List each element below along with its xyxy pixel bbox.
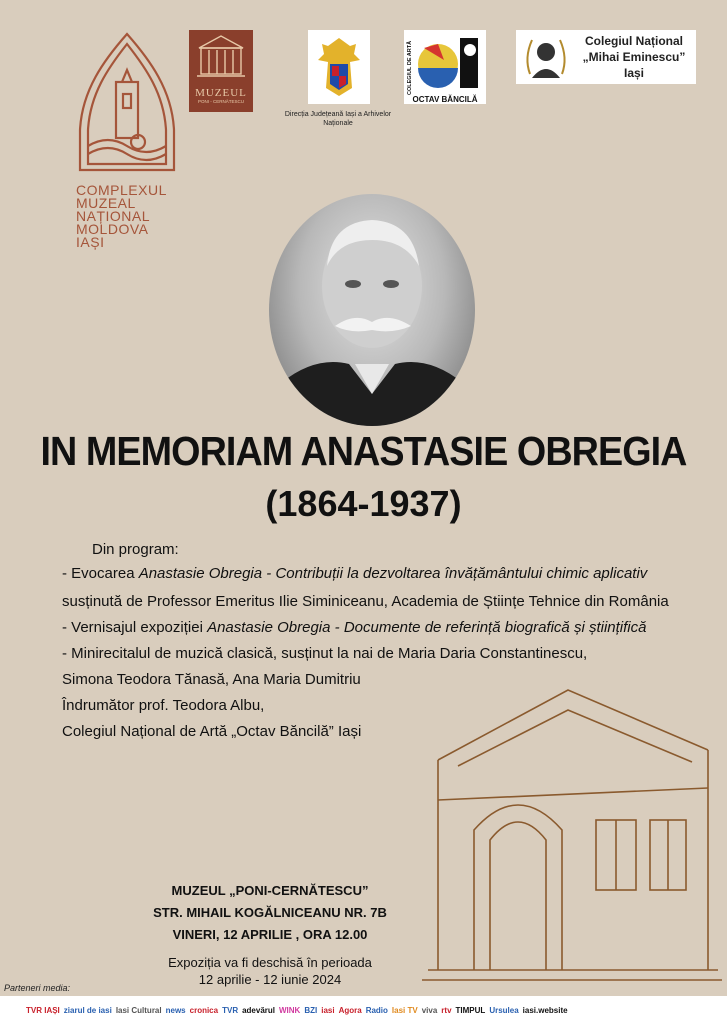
event-years: (1864-1937) bbox=[265, 483, 462, 524]
poni-logo bbox=[189, 30, 253, 112]
octav-logo-vertical: COLEGIUL DE ARTĂ bbox=[407, 40, 413, 95]
program-item-topic: Anastasie Obregia - Contribuții la dezvoltarea învățământului chimic aplicativ bbox=[138, 565, 648, 582]
cnm-line: MUZEAL bbox=[76, 195, 136, 211]
program-item: Colegiul Național de Artă „Octav Băncilă” Iași bbox=[62, 723, 362, 740]
program-item bbox=[62, 562, 647, 585]
partner-logo: adevărul bbox=[242, 1005, 275, 1015]
partner-logo: TIMPUL bbox=[455, 1005, 486, 1015]
venue-date: VINERI, 12 APRILIE , ORA 12.00 bbox=[172, 927, 368, 942]
partner-logo: WINK bbox=[279, 1005, 301, 1015]
program-item: Simona Teodora Tănasă, Ana Maria Dumitriu bbox=[62, 671, 361, 688]
cnm-line: IAȘI bbox=[76, 234, 105, 250]
program-item: Îndrumător prof. Teodora Albu, bbox=[62, 697, 265, 714]
partner-logo: news bbox=[165, 1005, 186, 1015]
eminescu-logo bbox=[516, 30, 696, 84]
program-heading: Din program: bbox=[92, 541, 179, 558]
building-sketch bbox=[418, 670, 722, 982]
program-item-topic: Anastasie Obregia - Documente de referință biografică și științifică bbox=[207, 619, 647, 636]
eminescu-logo-line2: „Mihai Eminescu” bbox=[582, 50, 686, 64]
portrait bbox=[269, 194, 475, 426]
partners-label: Parteneri media: bbox=[4, 983, 71, 993]
cnm-line: MOLDOVA bbox=[76, 221, 149, 237]
partner-logo: Ursulea bbox=[489, 1005, 519, 1015]
cnm-logo-icon bbox=[74, 30, 180, 178]
partner-logo: iasi bbox=[321, 1005, 335, 1015]
partner-logo: cronica bbox=[189, 1005, 219, 1015]
octav-logo-name: OCTAV BĂNCILĂ bbox=[412, 95, 478, 104]
partner-logo: TVR bbox=[222, 1005, 239, 1015]
poni-logo-subtitle: PONI - CERNĂTESCU bbox=[197, 99, 244, 104]
coat-of-arms-icon bbox=[308, 30, 370, 104]
laurel-portrait-icon bbox=[520, 30, 572, 84]
program-item-label: - Evocarea bbox=[62, 565, 139, 582]
partner-logo: Iasi TV bbox=[391, 1005, 418, 1015]
octav-logo-icon bbox=[404, 30, 486, 96]
partner-logo: Agora bbox=[338, 1005, 362, 1015]
partner-logo: TVR IAȘI bbox=[26, 1005, 60, 1015]
program-item: susținută de Professor Emeritus Ilie Siminiceanu, Academia de Științe Tehnice din România bbox=[62, 593, 669, 610]
eminescu-logo-line3: Iași bbox=[623, 66, 644, 80]
archives-caption: Direcția Județeană Iași a Arhivelor Naționale bbox=[284, 111, 392, 127]
program-item bbox=[62, 616, 646, 639]
building-sketch-icon bbox=[418, 670, 722, 982]
cnm-logo bbox=[74, 30, 180, 178]
building-icon bbox=[189, 30, 253, 82]
partner-logo: rtv bbox=[441, 1005, 452, 1015]
exhibition-period-label: Expoziția va fi deschisă în perioada bbox=[168, 955, 372, 970]
program-item: - Minirecitalul de muzică clasică, susținut la nai de Maria Daria Constantinescu, bbox=[62, 645, 588, 662]
cnm-line: COMPLEXUL bbox=[76, 182, 167, 198]
partners-strip bbox=[0, 996, 727, 1024]
partner-logo: Iasi Cultural bbox=[115, 1005, 162, 1015]
venue-address: STR. MIHAIL KOGĂLNICEANU NR. 7B bbox=[153, 905, 387, 920]
eminescu-logo-line1: Colegiul Național bbox=[584, 34, 683, 48]
program-item-label: - Vernisajul expoziției bbox=[62, 619, 208, 636]
partner-logo: BZI bbox=[304, 1005, 318, 1015]
partner-logo: Radio bbox=[365, 1005, 388, 1015]
cnm-name bbox=[76, 184, 167, 249]
exhibition-period-dates: 12 aprilie - 12 iunie 2024 bbox=[198, 972, 342, 987]
cnm-line: NAȚIONAL bbox=[76, 208, 151, 224]
venue-name: MUZEUL „PONI-CERNĂTESCU” bbox=[171, 883, 369, 898]
portrait-figure bbox=[269, 194, 475, 426]
partner-logo: iasi.website bbox=[522, 1005, 568, 1015]
poni-logo-title: MUZEUL bbox=[195, 87, 247, 99]
event-title: IN MEMORIAM ANASTASIE OBREGIA bbox=[40, 428, 687, 474]
archives-logo bbox=[308, 30, 370, 104]
partner-logo: ziarul de iasi bbox=[63, 1005, 112, 1015]
partner-logo: viva bbox=[421, 1005, 438, 1015]
octav-logo bbox=[404, 30, 486, 104]
